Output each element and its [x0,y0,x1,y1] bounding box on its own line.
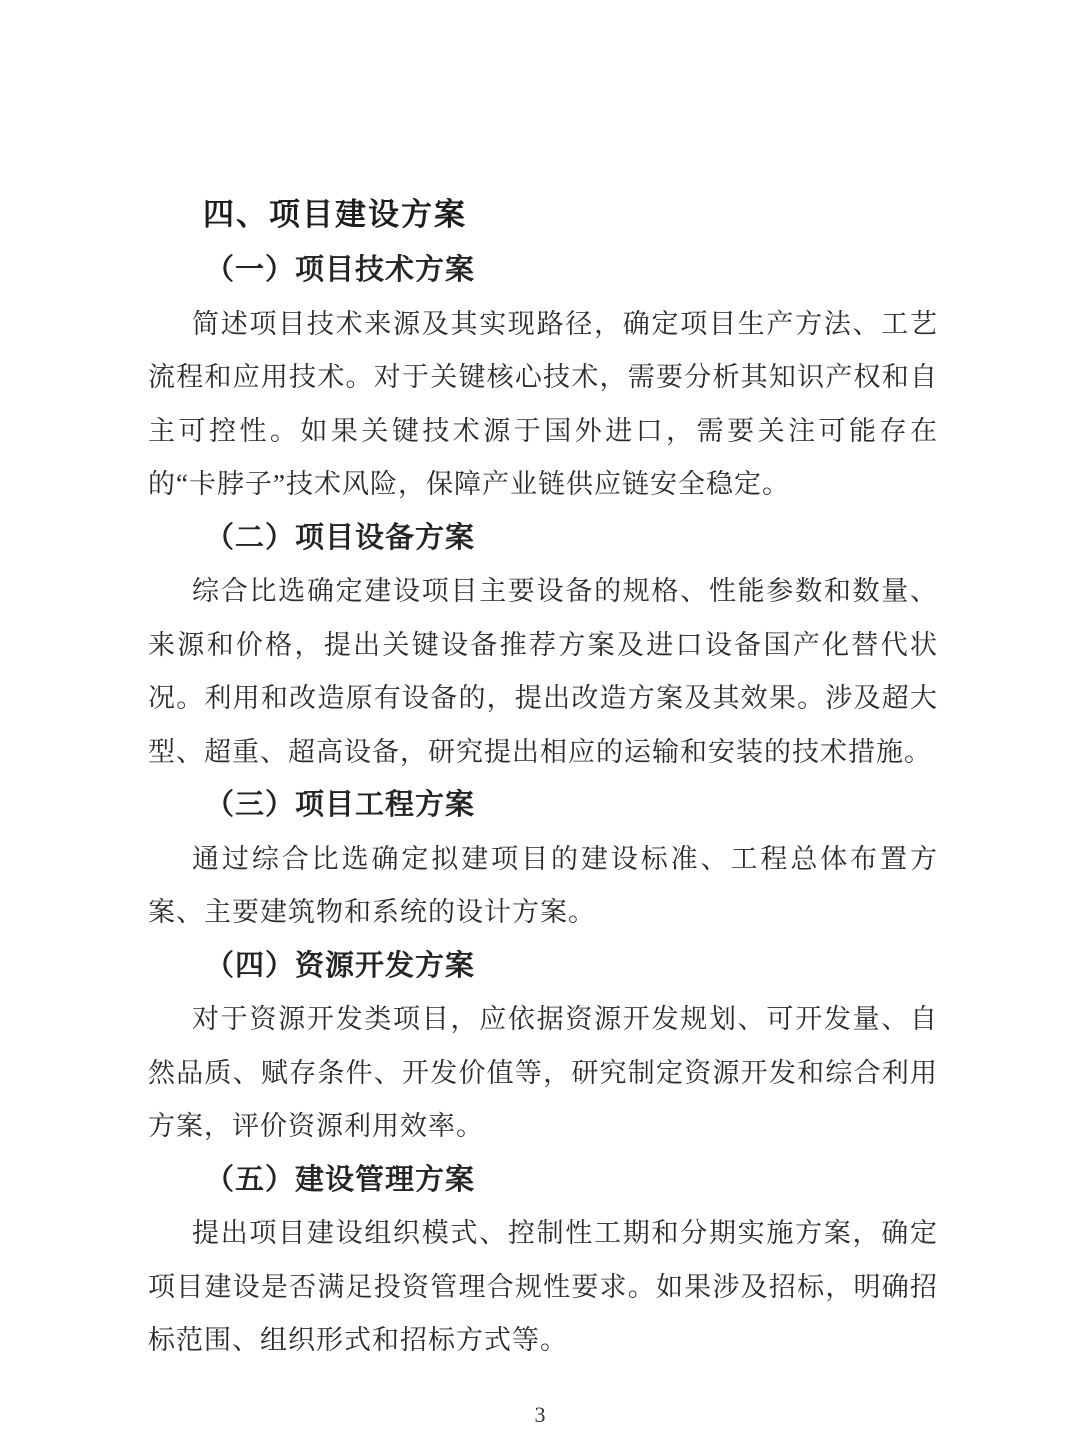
page-number: 3 [534,1402,546,1427]
subsection-heading-2: （二）项目设备方案 [205,521,476,554]
paragraph-4: 对于资源开发类项目，应依据资源开发规划、可开发量、自然品质、赋存条件、开发价值等，研究制定资源开发和综合利用方案，评价资源利用效率。 [148,1004,938,1141]
subsection-heading-3: （三）项目工程方案 [205,789,476,821]
subsection-heading-4: （四）资源开发方案 [205,949,476,982]
chapter-title: 四、项目建设方案 [203,197,467,232]
document-content [148,186,938,1368]
paragraph-1: 简述项目技术来源及其实现路径，确定项目生产方法、工艺流程和应用技术。对于关键核心技术，需要分析其知识产权和自主可控性。如果关键技术源于国外进口，需要关注可能存在的“卡脖子”技术风险，保障产业链供应链安全稳定。 [148,308,938,499]
subsection-heading-1: （一）项目技术方案 [205,254,476,286]
paragraph-2: 综合比选确定建设项目主要设备的规格、性能参数和数量、来源和价格，提出关键设备推荐方案及进口设备国产化替代状况。利用和改造原有设备的，提出改造方案及其效果。涉及超大型、超重、超高设备，研究提出相应的运输和安装的技术措施。 [148,576,938,767]
subsection-heading-5: （五）建设管理方案 [205,1163,476,1196]
paragraph-3: 通过综合比选确定拟建项目的建设标准、工程总体布置方案、主要建筑物和系统的设计方案。 [148,843,938,927]
paragraph-5: 提出项目建设组织模式、控制性工期和分期实施方案，确定项目建设是否满足投资管理合规性要求。如果涉及招标，明确招标范围、组织形式和招标方式等。 [148,1218,938,1355]
